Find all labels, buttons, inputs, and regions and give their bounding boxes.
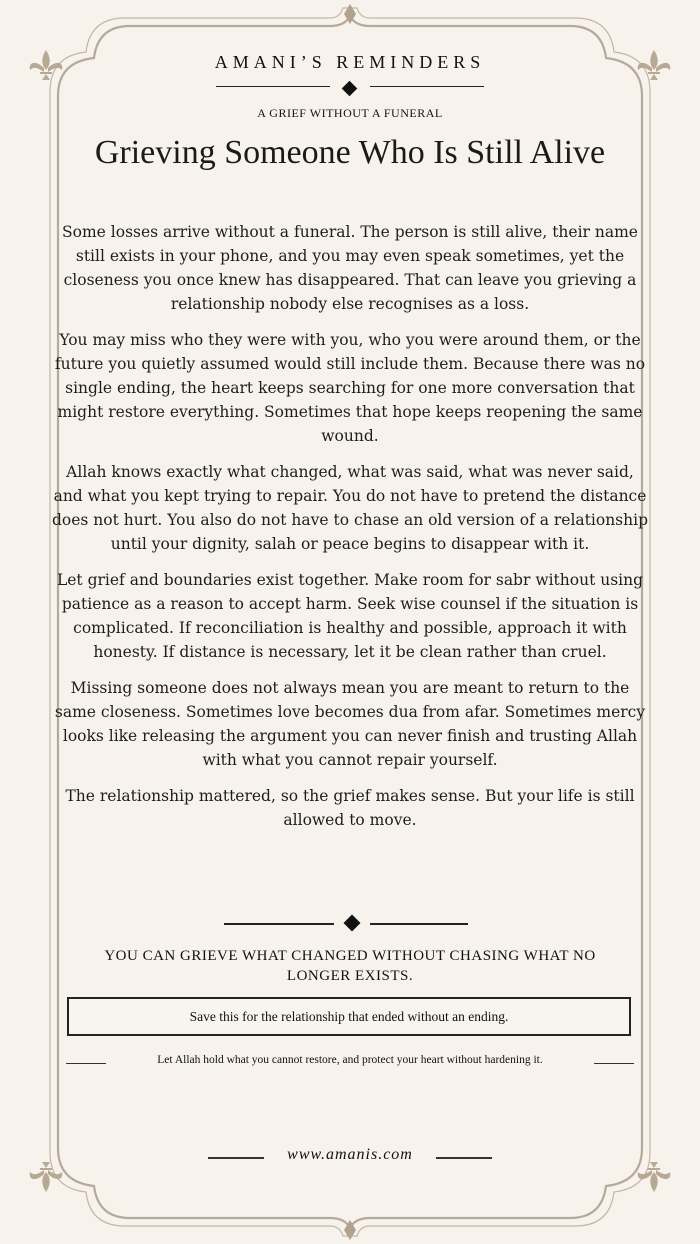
brand-name: AMANI’S REMINDERS bbox=[214, 52, 486, 72]
brand-rule-right bbox=[370, 86, 484, 87]
paragraph: You may miss who they were with you, who you were around them, or the future you quietly assumed would still include them. Because there was no single ending, the heart keeps searching for one more conversation that might restore everything. Sometimes that hope keeps reopening the same wound. bbox=[54, 331, 646, 445]
separator-rule-right bbox=[370, 923, 468, 925]
save-note-box bbox=[67, 997, 631, 1036]
fleur-ornament-icon bbox=[30, 1162, 63, 1192]
page-title: Grieving Someone Who Is Still Alive bbox=[94, 134, 606, 171]
footnote-rule-left bbox=[66, 1063, 106, 1064]
kicker: A GRIEF WITHOUT A FUNERAL bbox=[257, 106, 443, 120]
paragraph: Let grief and boundaries exist together. Make room for sabr without using patience as a reason to accept harm. Seek wise counsel if the situation is complicated. If reconciliation is healthy and possible, approach it with honesty. If distance is necessary, let it be clean rather than cruel. bbox=[56, 571, 644, 661]
highlight-quote: YOU CAN GRIEVE WHAT CHANGED WITHOUT CHASING WHAT NO LONGER EXISTS. bbox=[104, 948, 596, 984]
separator-rule-left bbox=[224, 923, 334, 925]
paragraph: Allah knows exactly what changed, what was said, what was never said, and what you kept trying to repair. You do not have to pretend the distance does not hurt. You also do not have to chase an old version of a relationship until your dignity, salah or peace begins to disappear with it. bbox=[52, 463, 648, 553]
fleur-ornament-icon bbox=[638, 1162, 671, 1192]
paragraph: Some losses arrive without a funeral. The person is still alive, their name still exists in your phone, and you may even speak sometimes, yet the closeness you once knew has disappeared. That can leave you grieving a relationship nobody else recognises as a loss. bbox=[62, 223, 638, 313]
paragraph: The relationship mattered, so the grief makes sense. But your life is still allowed to move. bbox=[65, 787, 635, 829]
paragraph: Missing someone does not always mean you are meant to return to the same closeness. Sometimes love becomes dua from afar. Sometimes mercy looks like releasing the argument you can never finish and trusting Allah with what you cannot repair yourself. bbox=[54, 679, 646, 769]
website-link[interactable]: www.amanis.com bbox=[287, 1146, 413, 1163]
site-rule-right bbox=[436, 1157, 492, 1159]
footnote: Let Allah hold what you cannot restore, and protect your heart without hardening it. bbox=[157, 1054, 543, 1066]
footnote-rule-right bbox=[594, 1063, 634, 1064]
save-note-text: Save this for the relationship that ended without an ending. bbox=[189, 1008, 509, 1024]
article-body bbox=[52, 220, 648, 844]
brand-rule-left bbox=[216, 86, 330, 87]
